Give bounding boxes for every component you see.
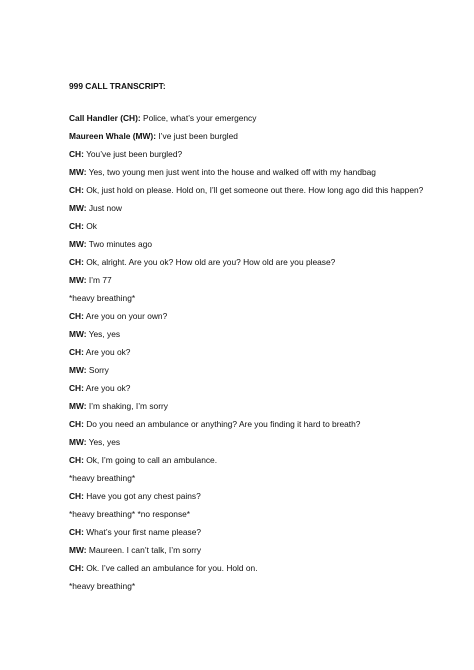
line-text: Are you on your own? [83, 311, 168, 321]
transcript-line [69, 365, 469, 383]
speaker-label: MW: [69, 275, 87, 285]
transcript-line [69, 311, 469, 329]
transcript-line [69, 329, 469, 347]
speaker-label: CH: [69, 149, 84, 159]
speaker-label: Maureen Whale (MW): [69, 131, 157, 141]
speaker-label: MW: [69, 239, 87, 249]
line-text: Police, what’s your emergency [140, 113, 257, 123]
line-text: Ok. I’ve called an ambulance for you. Hold on. [83, 563, 258, 573]
line-text: What’s your first name please? [83, 527, 202, 537]
transcript-line [69, 275, 469, 293]
stage-direction [69, 581, 469, 599]
transcript-lines [69, 113, 469, 599]
speaker-label: CH: [69, 455, 84, 465]
transcript-line [69, 401, 469, 419]
line-text: Just now [86, 203, 122, 213]
speaker-label: CH: [69, 257, 84, 267]
line-text: Two minutes ago [86, 239, 153, 249]
stage-direction [69, 509, 469, 527]
line-text: Ok, just hold on please. Hold on, I’ll get someone out there. How long ago did this happen? [83, 185, 424, 195]
line-text: Are you ok? [83, 347, 131, 357]
line-text: Maureen. I can’t talk, I’m sorry [86, 545, 202, 555]
transcript-line [69, 257, 469, 275]
stage-direction [69, 473, 469, 491]
transcript-line [69, 131, 469, 149]
speaker-label: MW: [69, 203, 87, 213]
line-text: I’m 77 [86, 275, 112, 285]
transcript-line [69, 167, 469, 185]
transcript-line [69, 419, 469, 437]
speaker-label: MW: [69, 437, 87, 447]
transcript-line [69, 383, 469, 401]
speaker-label: CH: [69, 419, 84, 429]
transcript-line [69, 545, 469, 563]
transcript-line [69, 347, 469, 365]
speaker-label: CH: [69, 185, 84, 195]
transcript-line [69, 491, 469, 509]
transcript-line [69, 203, 469, 221]
speaker-label: CH: [69, 491, 84, 501]
line-text: I’ve just been burgled [156, 131, 238, 141]
speaker-label: CH: [69, 527, 84, 537]
line-text: I’m shaking, I’m sorry [86, 401, 168, 411]
stage-direction [69, 293, 469, 311]
page-title: 999 CALL TRANSCRIPT: [69, 81, 166, 91]
line-text: *heavy breathing* *no response* [69, 509, 191, 519]
speaker-label: CH: [69, 563, 84, 573]
transcript-line [69, 527, 469, 545]
speaker-label: Call Handler (CH): [69, 113, 141, 123]
transcript-line [69, 149, 469, 167]
speaker-label: MW: [69, 365, 87, 375]
transcript-line [69, 239, 469, 257]
speaker-label: CH: [69, 347, 84, 357]
line-text: Yes, two young men just went into the house and walked off with my handbag [86, 167, 376, 177]
speaker-label: MW: [69, 545, 87, 555]
line-text: Have you got any chest pains? [83, 491, 201, 501]
line-text: Yes, yes [86, 437, 121, 447]
speaker-label: MW: [69, 329, 87, 339]
speaker-label: MW: [69, 167, 87, 177]
line-text: *heavy breathing* [69, 293, 136, 303]
speaker-label: CH: [69, 311, 84, 321]
transcript-line [69, 455, 469, 473]
line-text: *heavy breathing* [69, 473, 136, 483]
line-text: Sorry [86, 365, 109, 375]
transcript-line [69, 221, 469, 239]
transcript-line [69, 113, 469, 131]
line-text: You’ve just been burgled? [83, 149, 183, 159]
line-text: Ok, alright. Are you ok? How old are you? How old are you please? [83, 257, 336, 267]
line-text: *heavy breathing* [69, 581, 136, 591]
transcript-line [69, 563, 469, 581]
line-text: Yes, yes [86, 329, 121, 339]
line-text: Ok, I’m going to call an ambulance. [83, 455, 218, 465]
speaker-label: MW: [69, 401, 87, 411]
speaker-label: CH: [69, 383, 84, 393]
transcript-line [69, 185, 469, 203]
line-text: Ok [83, 221, 97, 231]
line-text: Are you ok? [83, 383, 131, 393]
line-text: Do you need an ambulance or anything? Are you finding it hard to breath? [83, 419, 361, 429]
transcript-line [69, 437, 469, 455]
speaker-label: CH: [69, 221, 84, 231]
